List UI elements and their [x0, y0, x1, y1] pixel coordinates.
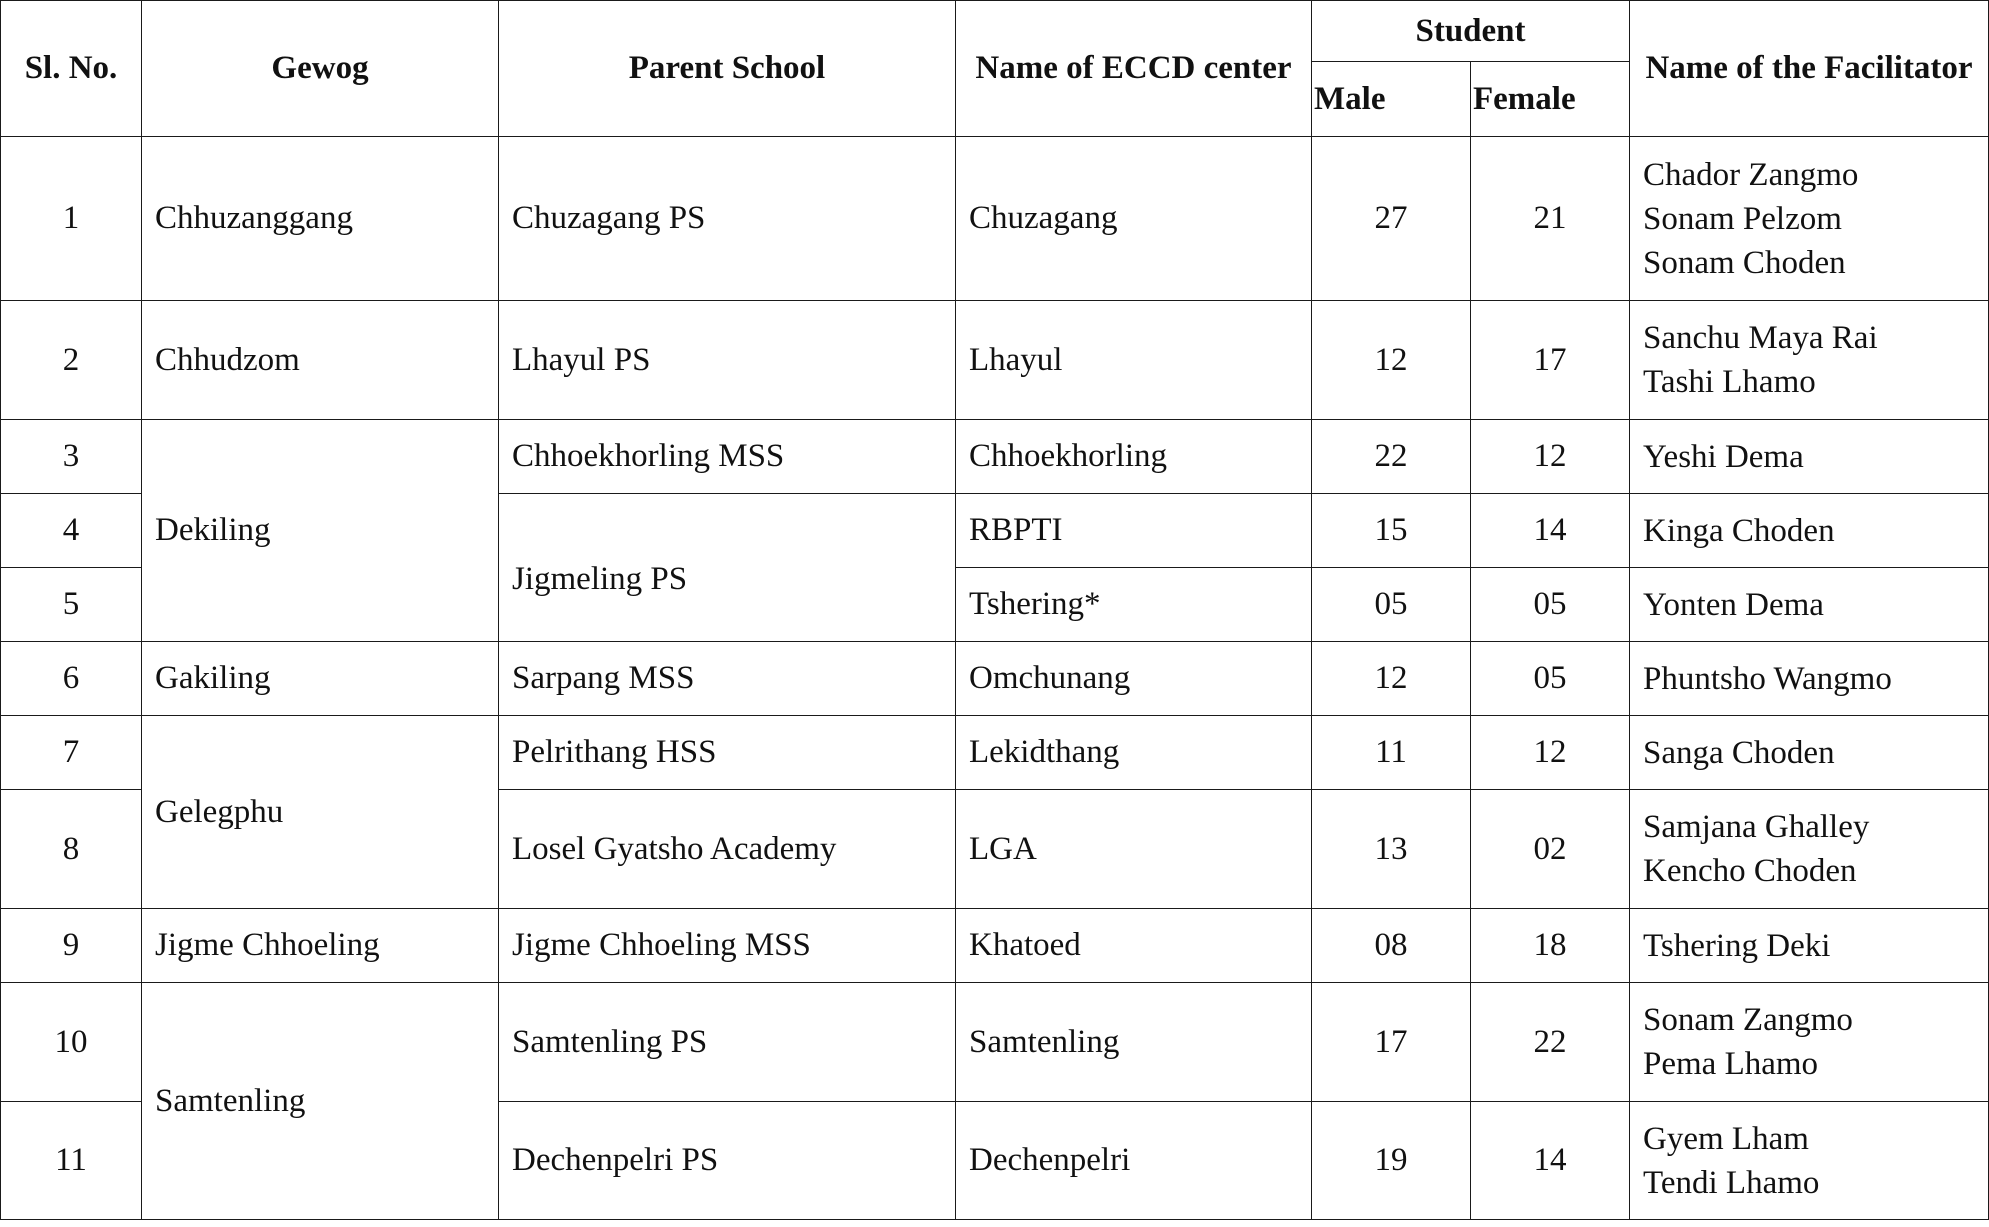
male-count-cell: 22: [1312, 420, 1471, 494]
sl-no-cell: 5: [1, 568, 142, 642]
sl-no-cell: 9: [1, 909, 142, 983]
sl-no-cell: 10: [1, 983, 142, 1102]
facilitator-name: Kencho Choden: [1643, 853, 1857, 889]
table-row: [1, 137, 1989, 301]
header-female: Female: [1471, 62, 1630, 137]
parent-school-cell: Sarpang MSS: [499, 642, 956, 716]
gewog-cell: Gakiling: [142, 642, 499, 716]
male-count-cell: 12: [1312, 301, 1471, 420]
parent-school-cell: Jigmeling PS: [499, 494, 956, 642]
eccd-center-cell: Chhoekhorling: [956, 420, 1312, 494]
facilitator-name: Samjana Ghalley: [1643, 809, 1870, 845]
sl-no-cell: 2: [1, 301, 142, 420]
male-count-cell: 27: [1312, 137, 1471, 301]
table-row: [1, 301, 1989, 420]
parent-school-cell: Chhoekhorling MSS: [499, 420, 956, 494]
facilitator-cell: [1630, 790, 1989, 909]
eccd-center-cell: Samtenling: [956, 983, 1312, 1102]
facilitator-cell: [1630, 1102, 1989, 1220]
parent-school-cell: Pelrithang HSS: [499, 716, 956, 790]
facilitator-cell: [1630, 301, 1989, 420]
facilitator-name: Phuntsho Wangmo: [1643, 660, 1892, 697]
female-count-cell: 17: [1471, 301, 1630, 420]
gewog-cell: Jigme Chhoeling: [142, 909, 499, 983]
parent-school-cell: Dechenpelri PS: [499, 1102, 956, 1220]
table-row: [1, 909, 1989, 983]
table-row: [1, 716, 1989, 790]
male-count-cell: 11: [1312, 716, 1471, 790]
parent-school-cell: Lhayul PS: [499, 301, 956, 420]
female-count-cell: 12: [1471, 716, 1630, 790]
facilitator-cell: [1630, 494, 1989, 568]
parent-school-cell: Samtenling PS: [499, 983, 956, 1102]
sl-no-cell: 4: [1, 494, 142, 568]
female-count-cell: 02: [1471, 790, 1630, 909]
eccd-center-cell: LGA: [956, 790, 1312, 909]
female-count-cell: 21: [1471, 137, 1630, 301]
parent-school-cell: Losel Gyatsho Academy: [499, 790, 956, 909]
gewog-cell: Chhuzanggang: [142, 137, 499, 301]
facilitator-name: Sonam Pelzom: [1643, 200, 1842, 237]
header-student: Student: [1312, 1, 1630, 62]
female-count-cell: 14: [1471, 494, 1630, 568]
sl-no-cell: 7: [1, 716, 142, 790]
table-row: [1, 420, 1989, 494]
header-male: Male: [1312, 62, 1471, 137]
facilitator-cell: [1630, 420, 1989, 494]
female-count-cell: 22: [1471, 983, 1630, 1102]
table-row: [1, 642, 1989, 716]
facilitator-name: Sanga Choden: [1643, 734, 1835, 771]
female-count-cell: 05: [1471, 568, 1630, 642]
male-count-cell: 19: [1312, 1102, 1471, 1220]
facilitator-cell: [1630, 909, 1989, 983]
header-gewog: Gewog: [142, 1, 499, 137]
facilitator-name: Kinga Choden: [1643, 512, 1835, 549]
header-eccd-center: Name of ECCD center: [956, 1, 1312, 137]
facilitator-name: Tashi Lhamo: [1643, 364, 1816, 400]
sl-no-cell: 1: [1, 137, 142, 301]
facilitator-name: Pema Lhamo: [1643, 1046, 1819, 1082]
facilitator-name: Sonam Choden: [1643, 244, 1846, 281]
parent-school-cell: Jigme Chhoeling MSS: [499, 909, 956, 983]
eccd-center-cell: Khatoed: [956, 909, 1312, 983]
facilitator-name: Gyem Lham: [1643, 1120, 1809, 1157]
gewog-cell: Samtenling: [142, 983, 499, 1220]
sl-no-cell: 6: [1, 642, 142, 716]
sl-no-cell: 8: [1, 790, 142, 909]
facilitator-cell: [1630, 568, 1989, 642]
eccd-center-cell: RBPTI: [956, 494, 1312, 568]
facilitator-name: Chador Zangmo: [1643, 156, 1859, 193]
male-count-cell: 13: [1312, 790, 1471, 909]
facilitator-name: Yonten Dema: [1643, 586, 1824, 623]
male-count-cell: 12: [1312, 642, 1471, 716]
facilitator-name: Sonam Zangmo: [1643, 1002, 1853, 1038]
table-row: [1, 983, 1989, 1102]
female-count-cell: 12: [1471, 420, 1630, 494]
facilitator-name: Tshering Deki: [1643, 927, 1831, 964]
eccd-center-cell: Lhayul: [956, 301, 1312, 420]
header-sl-no: Sl. No.: [1, 1, 142, 137]
gewog-cell: Gelegphu: [142, 716, 499, 909]
eccd-center-cell: Omchunang: [956, 642, 1312, 716]
facilitator-cell: [1630, 983, 1989, 1102]
male-count-cell: 15: [1312, 494, 1471, 568]
female-count-cell: 05: [1471, 642, 1630, 716]
male-count-cell: 17: [1312, 983, 1471, 1102]
male-count-cell: 08: [1312, 909, 1471, 983]
male-count-cell: 05: [1312, 568, 1471, 642]
facilitator-cell: [1630, 716, 1989, 790]
facilitator-name: Yeshi Dema: [1643, 438, 1804, 475]
gewog-cell: Dekiling: [142, 420, 499, 642]
facilitator-name: Tendi Lhamo: [1643, 1164, 1820, 1201]
sl-no-cell: 3: [1, 420, 142, 494]
sl-no-cell: 11: [1, 1102, 142, 1220]
facilitator-cell: [1630, 137, 1989, 301]
facilitator-name: Sanchu Maya Rai: [1643, 320, 1878, 356]
parent-school-cell: Chuzagang PS: [499, 137, 956, 301]
gewog-cell: Chhudzom: [142, 301, 499, 420]
eccd-center-cell: Lekidthang: [956, 716, 1312, 790]
header-row: [1, 1, 1989, 62]
eccd-center-cell: Dechenpelri: [956, 1102, 1312, 1220]
eccd-center-cell: Tshering*: [956, 568, 1312, 642]
header-facilitator: Name of the Facilitator: [1630, 1, 1989, 137]
facilitator-cell: [1630, 642, 1989, 716]
header-parent-school: Parent School: [499, 1, 956, 137]
female-count-cell: 14: [1471, 1102, 1630, 1220]
eccd-center-cell: Chuzagang: [956, 137, 1312, 301]
female-count-cell: 18: [1471, 909, 1630, 983]
